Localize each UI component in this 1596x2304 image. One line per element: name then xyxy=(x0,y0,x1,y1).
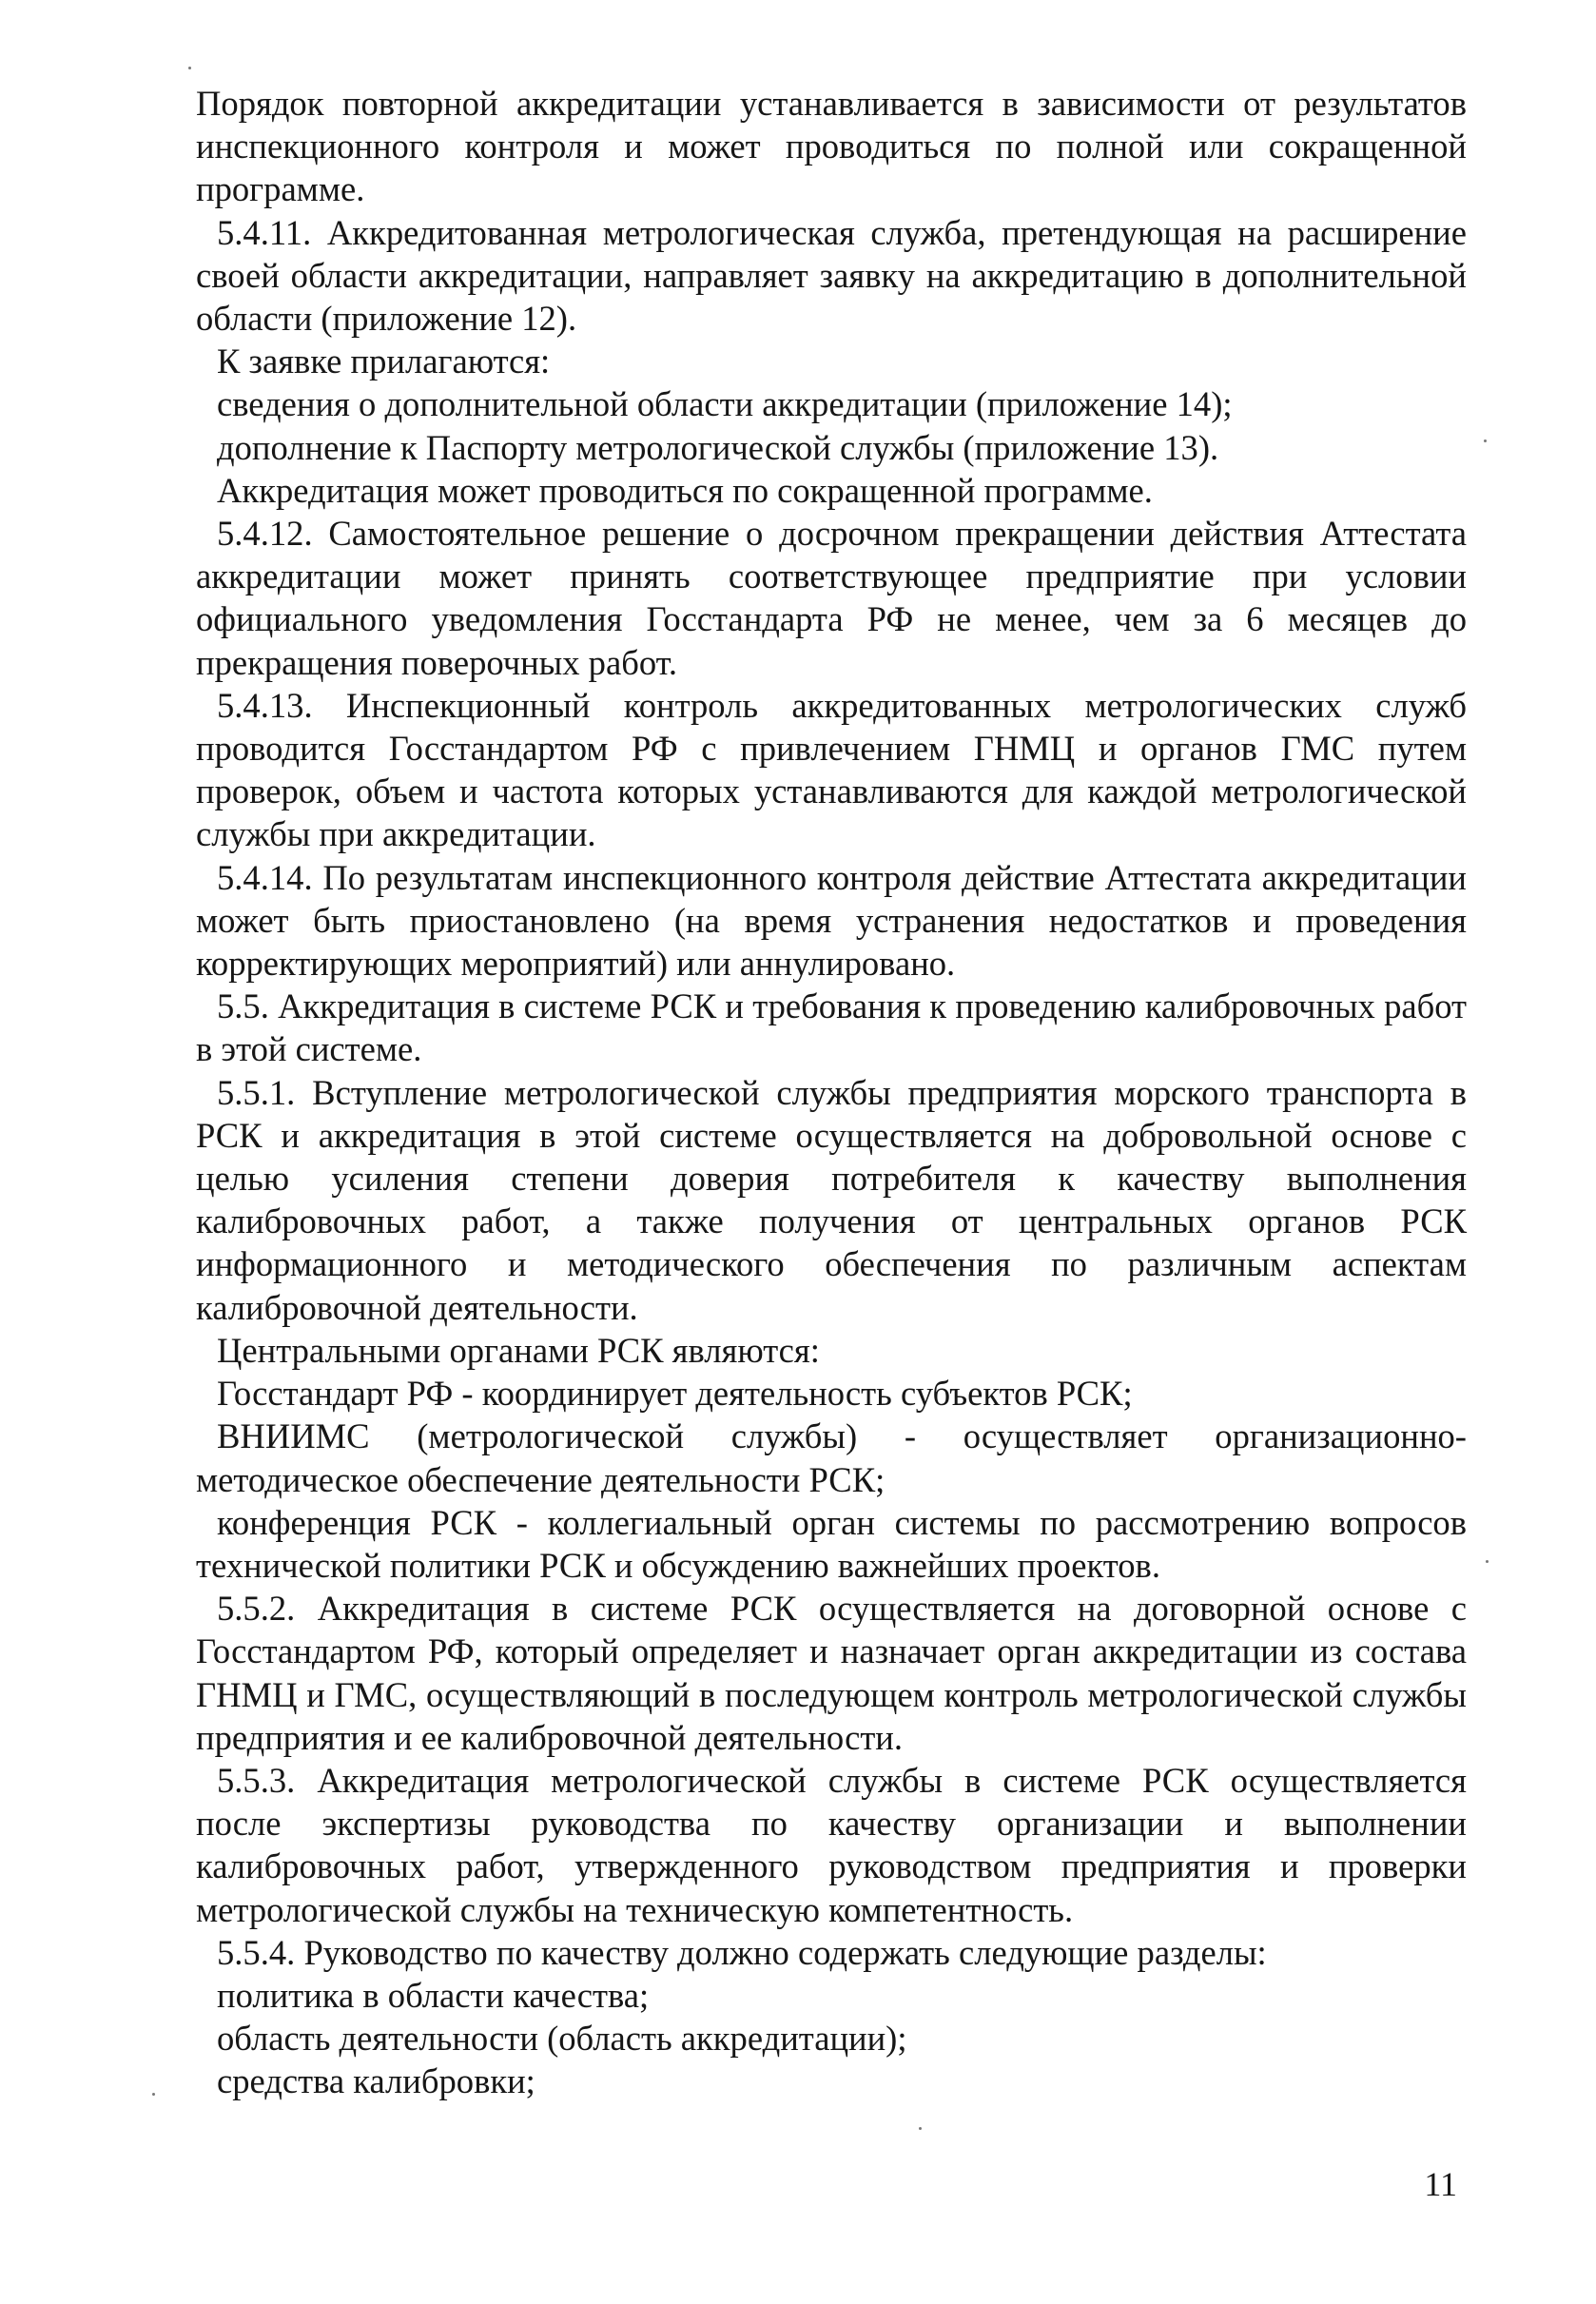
paragraph-reduced-program: Аккредитация может проводиться по сокращенной программе. xyxy=(217,470,1153,510)
list-item-activity-area: область деятельности (область аккредитации); xyxy=(217,2019,907,2059)
list-item-gosstandart: Госстандарт РФ - координирует деятельность субъектов РСК; xyxy=(217,1374,1133,1414)
paragraph-5-4-11: 5.4.11. Аккредитованная метрологическая служба, претендующая на расширение своей области аккредитации, направляет заявку на аккредитацию в дополнительной области (приложение 12). xyxy=(196,212,1467,339)
scan-speck xyxy=(152,2093,155,2096)
scan-speck xyxy=(188,67,191,69)
list-item-additional-area: сведения о дополнительной области аккредитации (приложение 14); xyxy=(217,384,1233,424)
paragraph-5-4-12: 5.4.12. Самостоятельное решение о досрочном прекращении действия Аттестата аккредитации может принять соответствующее предприятие при условии официального уведомления Госстандарта РФ не менее, чем за 6 месяцев до прекращения поверочных работ. xyxy=(196,514,1467,682)
paragraph-reaccreditation-order: Порядок повторной аккредитации устанавливается в зависимости от результатов инспекционного контроля и может проводиться по полной или сокращенной программе. xyxy=(196,84,1467,209)
paragraph-central-bodies: Центральными органами РСК являются: xyxy=(217,1330,820,1370)
scan-speck xyxy=(1486,1560,1489,1563)
list-item-calibration-means: средства калибровки; xyxy=(217,2061,535,2101)
scan-speck xyxy=(1484,439,1487,442)
list-item-conference: конференция РСК - коллегиальный орган системы по рассмотрению вопросов технической политики РСК и обсуждению важнейших проектов. xyxy=(196,1502,1467,1585)
list-item-vniims: ВНИИМС (метрологической службы) - осуществляет организационно-методическое обеспечение деятельности РСК; xyxy=(196,1416,1467,1499)
paragraph-5-5-1: 5.5.1. Вступление метрологической службы предприятия морского транспорта в РСК и аккредитация в этой системе осуществляется на добровольной основе с целью усиления степени доверия потребителя к качеству выполнения калибровочных работ, а также получения от центральных органов РСК информационного и методического обеспечения по различным аспектам калибровочной деятельности. xyxy=(196,1072,1467,1327)
paragraph-application-attachments: К заявке прилагаются: xyxy=(217,342,551,381)
paragraph-5-5-3: 5.5.3. Аккредитация метрологической службы в системе РСК осуществляется после экспертизы руководства по качеству организации и выполнении калибровочных работ, утвержденного руководством предприятия и проверки метрологической службы на техническую компетентность. xyxy=(196,1760,1467,1929)
paragraph-5-4-14: 5.4.14. По результатам инспекционного контроля действие Аттестата аккредитации может быть приостановлено (на время устранения недостатков и проведения корректирующих мероприятий) или аннулировано. xyxy=(196,857,1467,984)
list-item-quality-policy: политика в области качества; xyxy=(217,1975,650,2015)
paragraph-5-5-2: 5.5.2. Аккредитация в системе РСК осуществляется на договорной основе с Госстандартом РФ, который определяет и назначает орган аккредитации из состава ГНМЦ и ГМС, осуществляющий в последующем контроль метрологической службы предприятия и ее калибровочной деятельности. xyxy=(196,1589,1467,1757)
page-number: 11 xyxy=(1424,2165,1457,2203)
paragraph-5-4-13: 5.4.13. Инспекционный контроль аккредитованных метрологических служб проводится Госстандартом РФ с привлечением ГНМЦ и органов ГМС путем проверок, объем и частота которых устанавливаются для каждой метрологической службы при аккредитации. xyxy=(196,685,1467,854)
paragraph-5-5: 5.5. Аккредитация в системе РСК и требования к проведению калибровочных работ в этой системе. xyxy=(196,986,1467,1069)
list-item-passport-supplement: дополнение к Паспорту метрологической службы (приложение 13). xyxy=(217,427,1219,467)
scan-speck xyxy=(919,2127,922,2130)
paragraph-5-5-4: 5.5.4. Руководство по качеству должно содержать следующие разделы: xyxy=(217,1932,1267,1972)
body-text xyxy=(196,82,1467,2103)
